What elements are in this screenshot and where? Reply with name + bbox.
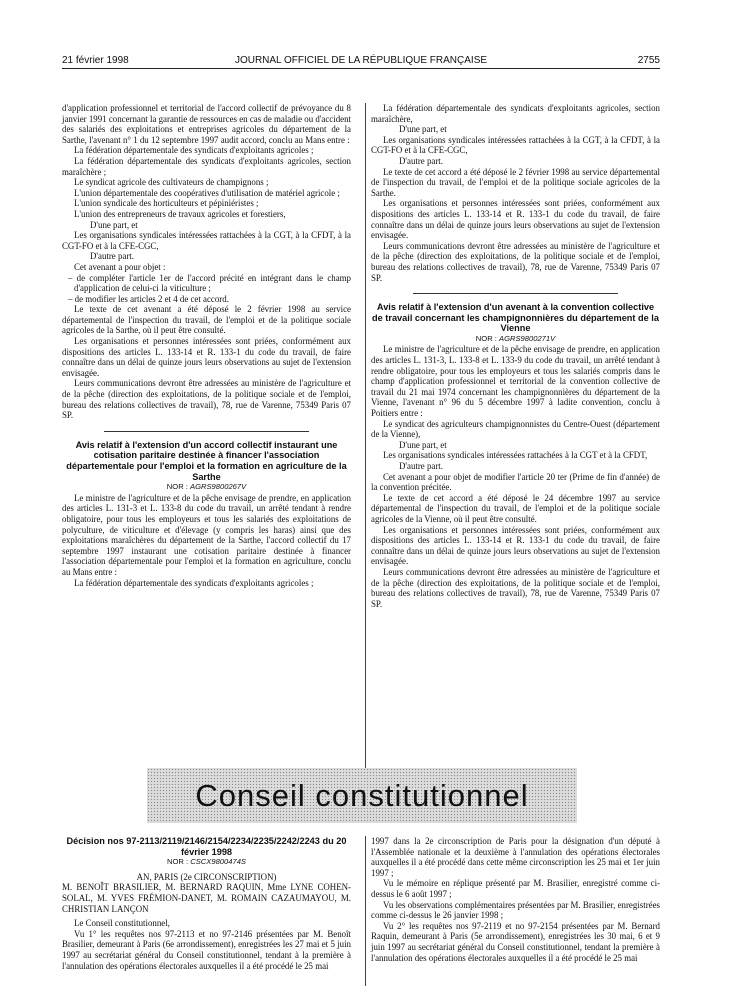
- avis1-party: L'union syndicale des horticulteurs et pépiniéristes ;: [74, 198, 259, 209]
- section-divider: [413, 293, 618, 294]
- decision-circonscription: AN, PARIS (2e CIRCONSCRIPTION): [136, 871, 277, 882]
- avis1-dune: D'une part, et: [90, 219, 138, 230]
- decision-vu-1: Vu 1° les requêtes nos 97-2113 et no 97-2146 présentées par M. Benoît Brasilier, demeurant à Paris (6e arrondissement), enregistrées les 27 mai et 5 juin 1997 au secrétariat général du Conseil constitutionnel, tendant à la première à l'annulation des opérations électorales auxquelles il a été procédé le 25 mai: [62, 928, 351, 971]
- decision-names: M. BENOÎT BRASILIER, M. BERNARD RAQUIN, Mme LYNE COHEN-SOLAL, M. YVES FRÉMION-DANET, M. ROMAIN CAZAUMAYOU, M. CHRISTIAN LANÇON: [62, 882, 351, 914]
- decision-conseil: Le Conseil constitutionnel,: [74, 918, 170, 929]
- header-page-number: 2755: [637, 55, 660, 66]
- avis1-party: La fédération départementale des syndicats d'exploitants agricoles, section maraîchère ;: [62, 155, 351, 177]
- decision-column-right: [371, 836, 660, 963]
- avis1-communications: Leurs communications devront être adressées au ministère de l'agriculture et de la pêche (direction des exploitations, de la politique sociale et de l'emploi, bureau des relations collectives de travail), 78, rue de Varenne, 75349 Paris 07 SP.: [62, 378, 351, 421]
- avis3-body: Le ministre de l'agriculture et de la pêche envisage de prendre, en application des articles L. 131-3, L. 133-8 et L. 133-9 du code du travail, un arrêté tendant à rendre obligatoire, pour tous les employeurs et tous les salariés compris dans le champ d'application professionnel et territorial de la convention collective de travail du 21 mai 1974 concernant les champignonnières du département de la Vienne, l'avenant n° 96 du 5 décembre 1997 à ladite convention, conclu à Poitiers entre :: [371, 344, 660, 419]
- decision-nor: NOR : CSCX9800474S: [167, 857, 246, 867]
- avis3-dautre: D'autre part.: [399, 461, 443, 471]
- avis1-party: L'union départementale des coopératives d'utilisation de matériel agricole ;: [74, 187, 340, 198]
- conseil-constitutionnel-banner: [147, 768, 577, 823]
- decision-text: 1997 dans la 2e circonscription de Paris pour la désignation d'un député à l'Assemblée nationale et la deuxième à l'annulation des opérations électorales auxquelles il a été procédé dans cette même circonscription les 25 mai et 1er juin 1997 ;: [371, 836, 660, 878]
- column-separator-top: [365, 103, 366, 768]
- banner-title: Conseil constitutionnel: [195, 777, 529, 813]
- avis1-party: Le syndicat agricole des cultivateurs de champignons ;: [74, 177, 269, 188]
- avis1-observations: Les organisations et personnes intéressées sont priées, conformément aux dispositions des articles L. 133-14 et R. 133-1 du code du travail, de faire connaître dans un délai de quinze jours leurs observations au sujet de l'extension envisagée.: [62, 336, 351, 378]
- decision-vu-2: Vu 2° les requêtes nos 97-2119 et no 97-2154 présentées par M. Bernard Raquin, demeurant à Paris (5e arrondissement), enregistrées les 30 mai, 6 et 9 juin 1997 au secrétariat général du Conseil constitutionnel, tendant la première à l'annulation des opérations électorales auxquelles il a été procédé le 25 mai: [371, 920, 660, 963]
- header-rule: [62, 68, 660, 69]
- avis2-depot: Le texte de cet accord a été déposé le 2 février 1998 au service départemental de l'inspection du travail, de l'emploi et de la politique sociale agricoles de la Sarthe.: [371, 166, 660, 198]
- avis1-objet-item: – de compléter l'article 1er de l'accord précité en intégrant dans le champ d'application de celui-ci la viticulture ;: [68, 272, 351, 294]
- avis3-nor: NOR : AGRS9800271V: [475, 333, 556, 343]
- avis1-objet: Cet avenant a pour objet :: [74, 261, 166, 272]
- avis1-intro: d'application professionnel et territorial de l'accord collectif de prévoyance du 8 janvier 1991 concernant la garantie de ressources en cas de maladie ou d'accident des salariés des exploitations et entreprises agricoles du département de la Sarthe, l'avenant n° 1 du 12 septembre 1997 audit accord, conclu au Mans entre :: [62, 103, 351, 145]
- avis3-objet: Cet avenant a pour objet de modifier l'article 20 ter (Prime de fin d'année) de la convention précitée.: [371, 471, 660, 493]
- avis3-depot: Le texte de cet accord a été déposé le 24 décembre 1997 au service départemental de l'inspection du travail, de l'emploi et de la politique sociale agricoles de la Vienne, où il peut être consulté.: [371, 492, 660, 524]
- avis1-party: L'union des entrepreneurs de travaux agricoles et forestiers,: [74, 208, 286, 219]
- avis3-dune: D'une part, et: [399, 439, 447, 450]
- avis1-depot: Le texte de cet avenant a été déposé le 2 février 1998 au service départemental de l'inspection du travail, de l'emploi et de la politique sociale agricoles de la Sarthe, où il peut être consulté.: [62, 304, 351, 336]
- decision-text: Vu le mémoire en réplique présenté par M. Brasilier, enregistré comme ci-dessus le 6 août 1997 ;: [371, 878, 660, 899]
- avis2-title: Avis relatif à l'extension d'un accord collectif instaurant une cotisation paritaire destinée à financer l'association départementale pour l'emploi et la formation en agriculture de la Sarthe: [66, 439, 347, 482]
- avis1-orgs: Les organisations syndicales intéressées rattachées à la CGT, à la CFDT, à la CGT-FO et à la CFE-CGC,: [62, 230, 351, 251]
- column-right: [371, 103, 660, 609]
- avis2-body: Le ministre de l'agriculture et de la pêche envisage de prendre, en application des articles L. 131-3 et L. 133-8 du code du travail, un arrêté tendant à rendre obligatoire, pour tous les employeurs et tous les salariés des exploitations de polyculture, de viticulture et d'élevage (y compris les haras) ainsi que des exploitations maraîchères du département de la Sarthe, l'accord collectif du 17 septembre 1997 instaurant une cotisation paritaire destinée à financer l'association départementale pour l'emploi et la formation en agriculture, conclu au Mans entre :: [62, 492, 351, 577]
- section-divider: [104, 431, 309, 432]
- avis3-orgs: Les organisations syndicales intéressées rattachées à la CGT et à la CFDT,: [383, 450, 648, 461]
- avis2-party: La fédération départementale des syndicats d'exploitants agricoles ;: [74, 577, 314, 588]
- column-left: [62, 103, 351, 588]
- avis2-dautre: D'autre part.: [399, 155, 443, 166]
- avis1-dautre: D'autre part.: [90, 251, 134, 262]
- avis3-observations: Les organisations et personnes intéressées sont priées, conformément aux dispositions des articles L. 133-14 et R. 133-1 du code du travail, de faire connaître dans un délai de quinze jours leurs observations au sujet de l'extension envisagée.: [371, 524, 660, 567]
- decision-column-left: [62, 836, 351, 971]
- header-date: 21 février 1998: [62, 55, 129, 66]
- header-journal-title: JOURNAL OFFICIEL DE LA RÉPUBLIQUE FRANÇAISE: [234, 55, 488, 66]
- column-separator-bottom: [365, 836, 366, 986]
- avis3-communications: Leurs communications devront être adressées au ministère de l'agriculture et de la pêche (direction des exploitations, de la politique sociale et de l'emploi, bureau des relations collectives de travail), 78, rue de Varenne, 75349 Paris 07 SP.: [371, 566, 660, 609]
- avis3-title: Avis relatif à l'extension d'un avenant à la convention collective de travail concernant les champignonnières du département de la Vienne: [372, 302, 659, 334]
- avis3-party: Le syndicat des agriculteurs champignonnistes du Centre-Ouest (département de la Vienne),: [371, 418, 660, 440]
- avis2-observations: Les organisations et personnes intéressées sont priées, conformément aux dispositions des articles L. 133-14 et R. 133-1 du code du travail, de faire connaître dans un délai de quinze jours leurs observations au sujet de l'extension envisagée.: [371, 198, 660, 241]
- avis2-orgs: Les organisations syndicales intéressées rattachées à la CGT, à la CFDT, à la CGT-FO et à la CFE-CGC,: [371, 134, 660, 156]
- avis1-objet-item: – de modifier les articles 2 et 4 de cet accord.: [68, 293, 229, 304]
- avis1-party: La fédération départementale des syndicats d'exploitants agricoles ;: [74, 145, 314, 156]
- decision-title: Décision nos 97-2113/2119/2146/2154/2234/2235/2242/2243 du 20 février 1998: [66, 836, 347, 857]
- decision-text: Vu les observations complémentaires présentées par M. Brasilier, enregistrées comme ci-dessus le 26 janvier 1998 ;: [371, 899, 660, 921]
- avis2-dune: D'une part, et: [399, 124, 447, 135]
- avis2-party: La fédération départementale des syndicats d'exploitants agricoles, section maraîchère,: [371, 103, 660, 124]
- avis2-nor: NOR : AGRS9800267V: [166, 482, 247, 492]
- avis2-communications: Leurs communications devront être adressées au ministère de l'agriculture et de la pêche (direction des exploitations, de la politique sociale et de l'emploi, bureau des relations collectives de travail), 78, rue de Varenne, 75349 Paris 07 SP.: [371, 240, 660, 283]
